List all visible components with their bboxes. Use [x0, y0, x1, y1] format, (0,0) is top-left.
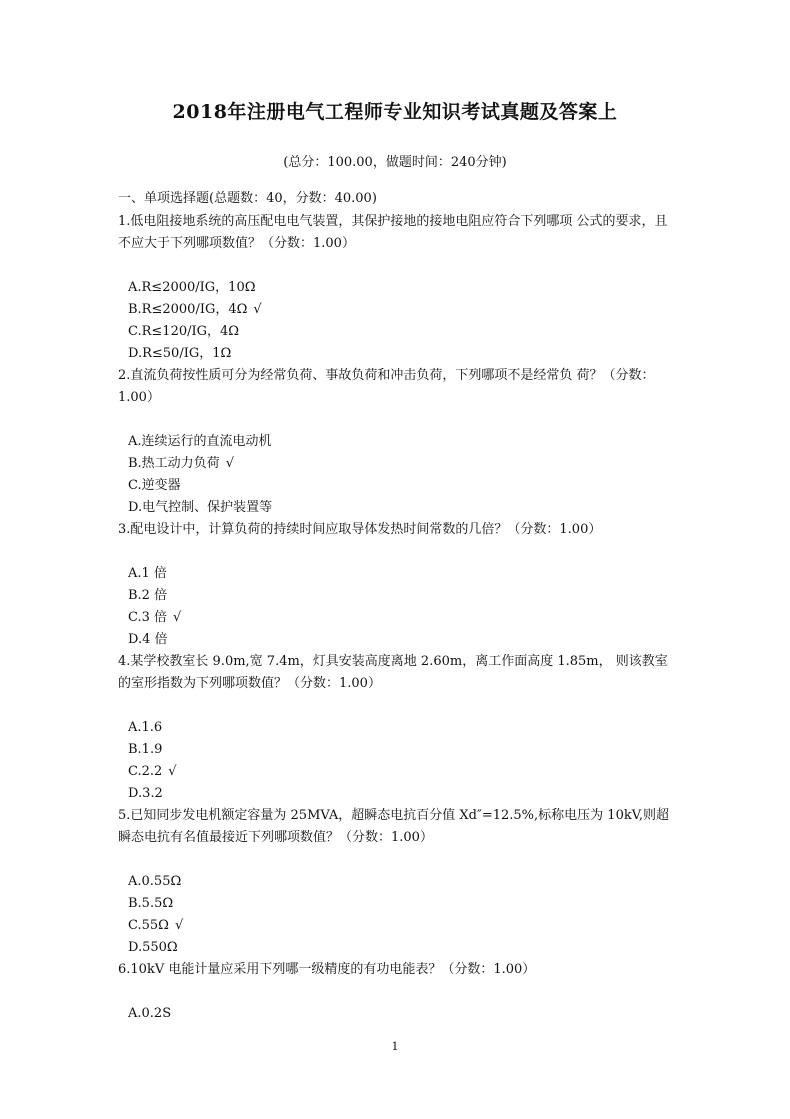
question-text: 2.直流负荷按性质可分为经常负荷、事故负荷和冲击负荷，下列哪项不是经常负 荷？（分数：1.00）: [118, 368, 655, 405]
question-text: 4.某学校教室长 9.0m,宽 7.4m，灯具安装高度离地 2.60m，离工作面高度 1.85m， 则该教室的室形指数为下列哪项数值？（分数：1.00）: [118, 654, 668, 691]
question: [118, 519, 678, 651]
answer-option: [118, 563, 678, 585]
answer-option: [118, 739, 678, 761]
exam-info: (总分：100.00，做题时间：240分钟): [283, 155, 507, 170]
answer-option: [118, 277, 678, 299]
option-label: B.热工动力负荷: [128, 456, 220, 471]
option-label: C.逆变器: [128, 478, 181, 493]
question-list: [118, 211, 678, 1025]
answer-option: [118, 783, 678, 805]
correct-check-icon: √: [173, 610, 182, 625]
answer-option: [118, 717, 678, 739]
option-label: C.R≤120/IG，4Ω: [128, 324, 240, 339]
answer-option: [118, 475, 678, 497]
option-label: A.0.55Ω: [128, 874, 182, 889]
page-number: 1: [391, 1040, 399, 1053]
section-heading: 一、单项选择题(总题数：40，分数：40.00): [118, 191, 377, 206]
option-label: D.550Ω: [128, 940, 178, 955]
option-list: [118, 1003, 678, 1025]
answer-option: [118, 299, 678, 321]
answer-option: [118, 871, 678, 893]
question: [118, 651, 678, 805]
option-label: D.4 倍: [128, 632, 168, 647]
answer-option: [118, 343, 678, 365]
answer-option: [118, 453, 678, 475]
option-list: [118, 431, 678, 519]
spacer: [118, 541, 678, 563]
answer-option: [118, 761, 678, 783]
question-text: 5.已知同步发电机额定容量为 25MVA，超瞬态电抗百分值 Xd″=12.5%,标称电压为 10kV,则超瞬态电抗有名值最接近下列哪项数值？（分数：1.00）: [118, 808, 669, 845]
correct-check-icon: √: [174, 918, 184, 933]
option-label: B.5.5Ω: [128, 896, 174, 911]
option-list: [118, 563, 678, 651]
question: [118, 211, 678, 365]
spacer: [118, 849, 678, 871]
spacer: [118, 255, 678, 277]
answer-option: [118, 937, 678, 959]
answer-option: [118, 915, 678, 937]
option-label: A.1 倍: [128, 566, 167, 581]
option-label: A.1.6: [128, 720, 163, 735]
option-list: [118, 871, 678, 959]
answer-option: [118, 497, 678, 519]
option-label: C.55Ω: [128, 918, 169, 933]
question: [118, 959, 678, 1025]
question-text: 6.10kV 电能计量应采用下列哪一级精度的有功电能表？（分数：1.00）: [118, 962, 536, 977]
spacer: [118, 981, 678, 1003]
correct-check-icon: √: [168, 764, 177, 779]
option-label: A.R≤2000/IG，10Ω: [128, 280, 256, 295]
option-list: [118, 717, 678, 805]
question-text: 1.低电阻接地系统的高压配电电气装置，其保护接地的接地电阻应符合下列哪项 公式的要求，且不应大于下列哪项数值？（分数：1.00）: [118, 214, 668, 251]
spacer: [118, 409, 678, 431]
option-label: C.2.2: [128, 764, 163, 779]
answer-option: [118, 607, 678, 629]
option-label: B.R≤2000/IG，4Ω: [128, 302, 248, 317]
option-label: B.2 倍: [128, 588, 168, 603]
answer-option: [118, 629, 678, 651]
option-label: A.连续运行的直流电动机: [128, 434, 272, 449]
option-label: D.3.2: [128, 786, 163, 801]
document-title: 2018年注册电气工程师专业知识考试真题及答案上: [172, 101, 618, 123]
question-text: 3.配电设计中，计算负荷的持续时间应取导体发热时间常数的几倍？（分数：1.00）: [118, 522, 602, 537]
option-label: B.1.9: [128, 742, 163, 757]
answer-option: [118, 321, 678, 343]
answer-option: [118, 1003, 678, 1025]
spacer: [118, 695, 678, 717]
answer-option: [118, 431, 678, 453]
answer-option: [118, 893, 678, 915]
option-label: D.R≤50/IG，1Ω: [128, 346, 232, 361]
question: [118, 365, 678, 519]
option-list: [118, 277, 678, 365]
option-label: D.电气控制、保护装置等: [128, 500, 273, 515]
correct-check-icon: √: [253, 302, 262, 317]
question: [118, 805, 678, 959]
option-label: C.3 倍: [128, 610, 168, 625]
answer-option: [118, 585, 678, 607]
option-label: A.0.2S: [128, 1006, 172, 1021]
correct-check-icon: √: [225, 456, 234, 471]
